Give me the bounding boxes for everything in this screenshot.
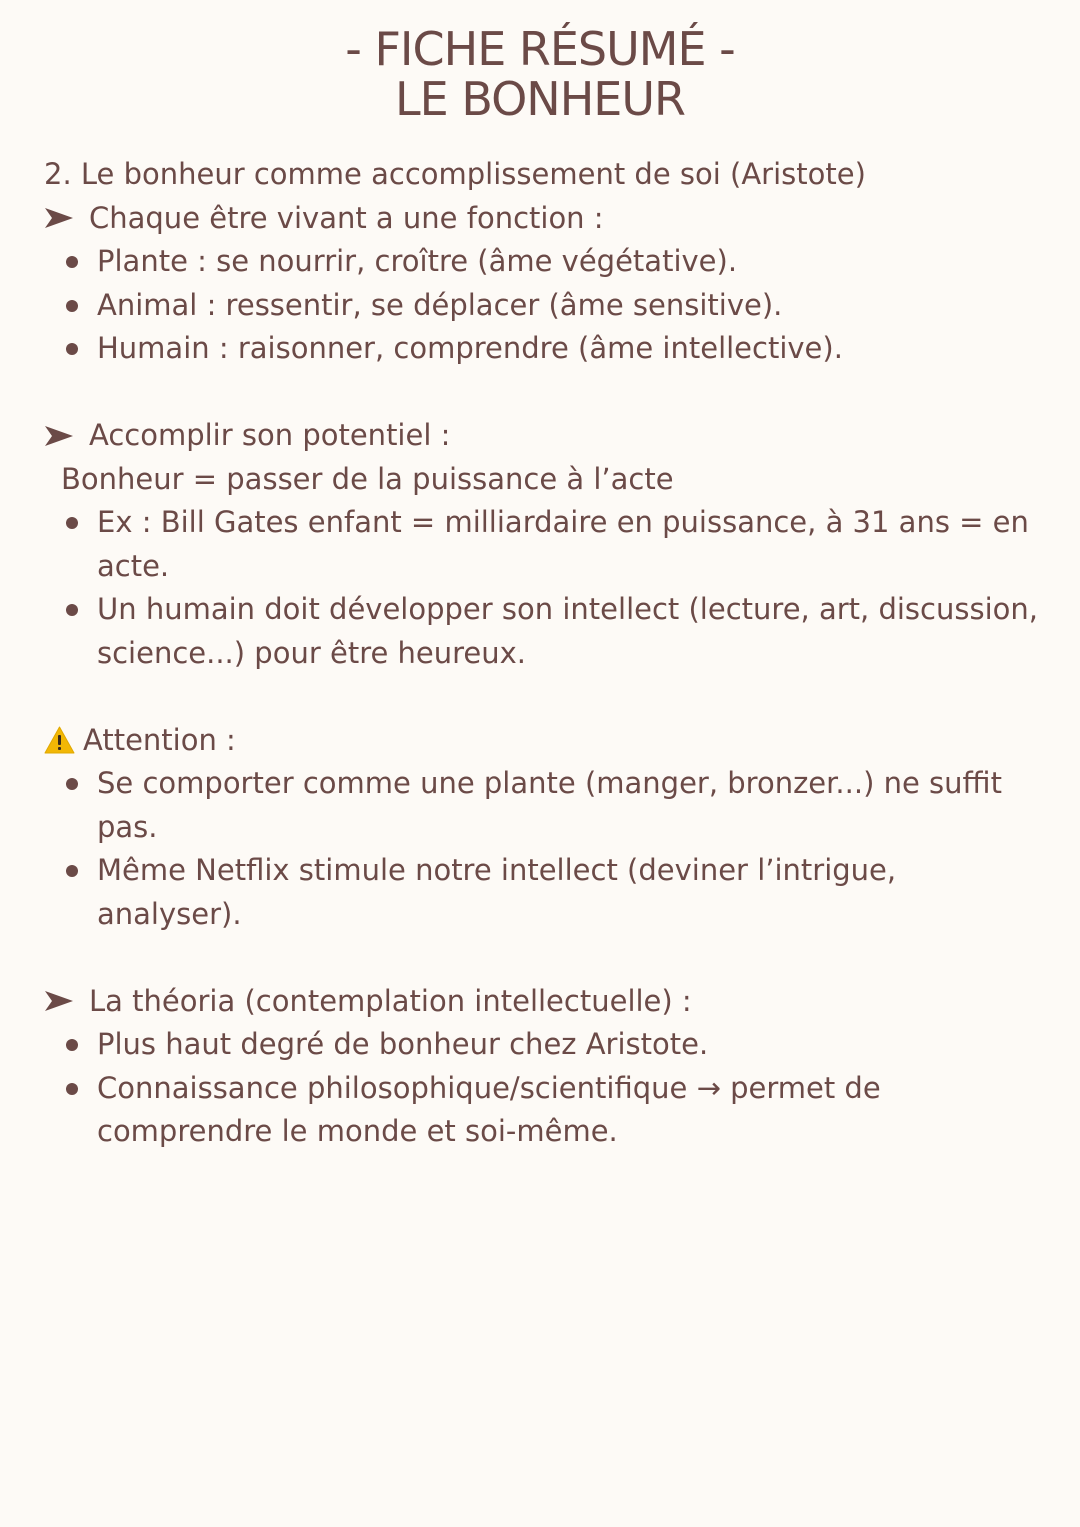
attention-list bbox=[44, 762, 1044, 936]
potentiel-definition: Bonheur = passer de la puissance à l’acte bbox=[61, 461, 674, 496]
list-item: Plante : se nourrir, croître (âme végétative). bbox=[44, 240, 1044, 284]
bullet-icon bbox=[66, 1083, 78, 1095]
potentiel-list bbox=[44, 501, 1044, 675]
potentiel-label: Accomplir son potentiel : bbox=[89, 418, 451, 452]
warning-icon bbox=[44, 726, 75, 754]
bullet-icon bbox=[66, 604, 78, 616]
page-subtitle: LE BONHEUR bbox=[395, 72, 685, 126]
list-item: Animal : ressentir, se déplacer (âme sensitive). bbox=[44, 284, 1044, 328]
attention-label: Attention : bbox=[83, 722, 236, 757]
bullet-icon bbox=[66, 256, 78, 268]
spacer bbox=[44, 371, 1044, 415]
list-item: Plus haut degré de bonheur chez Aristote. bbox=[44, 1023, 1044, 1067]
list-item: Même Netflix stimule notre intellect (deviner l’intrigue, analyser). bbox=[44, 849, 1044, 936]
fonction-label: Chaque être vivant a une fonction : bbox=[89, 200, 604, 235]
page-title: - FICHE RÉSUMÉ - bbox=[345, 22, 735, 76]
theoria-list bbox=[44, 1023, 1044, 1154]
fonction-label-row bbox=[44, 197, 1044, 241]
section-heading: 2. Le bonheur comme accomplissement de soi (Aristote) bbox=[44, 157, 866, 191]
spacer bbox=[44, 675, 1044, 719]
spacer bbox=[44, 936, 1044, 980]
bullet-icon bbox=[66, 343, 78, 355]
arrowhead-icon bbox=[44, 425, 74, 447]
fonction-list bbox=[44, 240, 1044, 371]
bullet-icon bbox=[66, 517, 78, 529]
theoria-label: La théoria (contemplation intellectuelle) : bbox=[89, 983, 692, 1018]
summary-content bbox=[44, 153, 1044, 1154]
arrowhead-icon bbox=[44, 207, 74, 229]
list-item: Un humain doit développer son intellect (lecture, art, discussion, science...) pour être heureux. bbox=[44, 588, 1044, 675]
attention-label-row bbox=[44, 719, 1044, 763]
list-item: Ex : Bill Gates enfant = milliardaire en puissance, à 31 ans = en acte. bbox=[44, 501, 1044, 588]
list-item: Se comporter comme une plante (manger, bronzer...) ne suffit pas. bbox=[44, 762, 1044, 849]
list-item: Humain : raisonner, comprendre (âme intellective). bbox=[44, 327, 1044, 371]
bullet-icon bbox=[66, 778, 78, 790]
potentiel-label-row bbox=[44, 414, 1044, 458]
bullet-icon bbox=[66, 1039, 78, 1051]
list-item: Connaissance philosophique/scientifique → permet de comprendre le monde et soi-même. bbox=[44, 1067, 1044, 1154]
theoria-label-row bbox=[44, 980, 1044, 1024]
page-header bbox=[0, 24, 1080, 124]
bullet-icon bbox=[66, 865, 78, 877]
bullet-icon bbox=[66, 300, 78, 312]
arrowhead-icon bbox=[44, 990, 74, 1012]
